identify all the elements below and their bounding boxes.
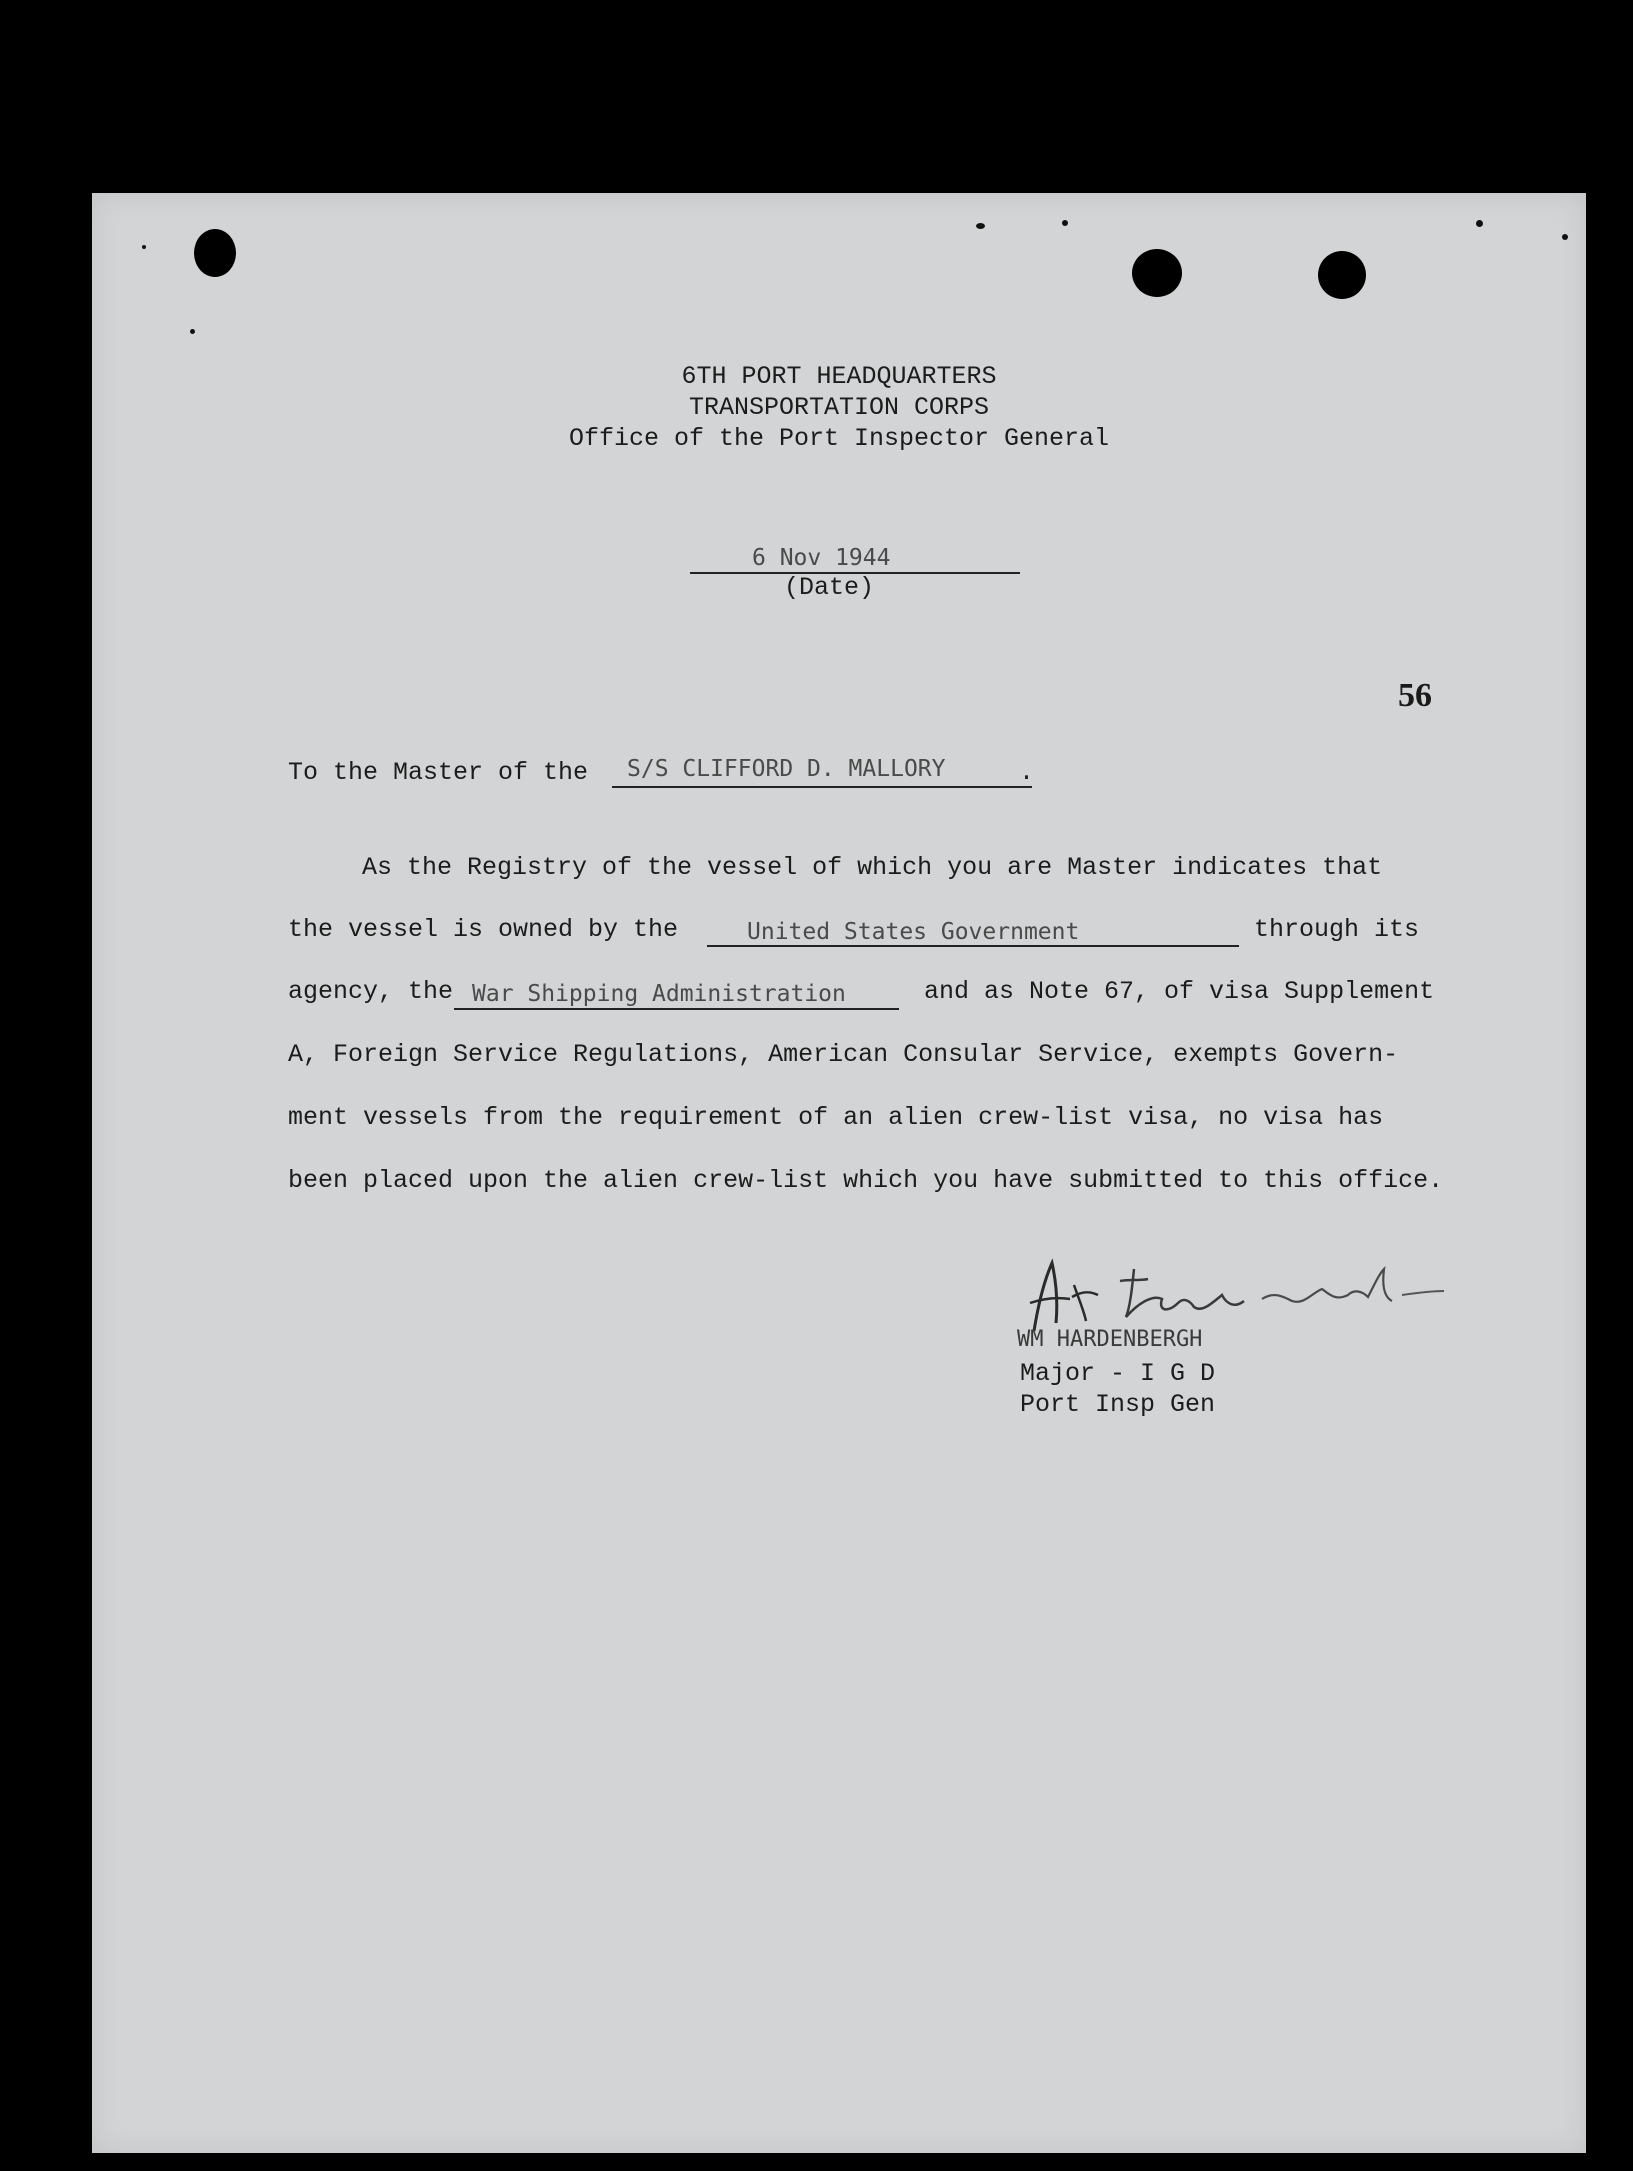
vessel-name: S/S CLIFFORD D. MALLORY	[627, 756, 946, 782]
letterhead-line-3: Office of the Port Inspector General	[568, 424, 1110, 453]
speck	[190, 329, 195, 334]
body-line-4: A, Foreign Service Regulations, American Consular Service, exempts Govern-	[288, 1040, 1399, 1069]
speck	[1062, 220, 1068, 226]
owner-name: United States Government	[747, 919, 1080, 945]
body-line-2-start: the vessel is owned by the	[288, 915, 679, 944]
date-caption: (Date)	[784, 573, 875, 602]
letterhead-line-1: 6TH PORT HEADQUARTERS	[681, 362, 997, 391]
body-line-3-start: agency, the	[288, 977, 454, 1006]
body-line-3-end: and as Note 67, of visa Supplement	[924, 977, 1435, 1006]
date-value: 6 Nov 1944	[752, 545, 891, 571]
addressee-suffix: .	[1019, 758, 1035, 787]
letterhead-line-2: TRANSPORTATION CORPS	[688, 393, 990, 422]
body-line-1: As the Registry of the vessel of which you are Master indicates that	[362, 853, 1383, 882]
agency-underline	[454, 1008, 899, 1010]
body-line-2-end: through its	[1254, 915, 1420, 944]
body-line-5: ment vessels from the requirement of an alien crew-list visa, no visa has	[288, 1103, 1384, 1132]
speck	[1562, 234, 1568, 240]
addressee-prefix: To the Master of the	[288, 758, 589, 787]
punch-hole-middle	[1132, 249, 1182, 297]
punch-hole-right	[1318, 251, 1366, 299]
speck	[1476, 220, 1483, 227]
owner-underline	[707, 945, 1239, 947]
vessel-underline	[612, 786, 1032, 788]
signatory-title: Port Insp Gen	[1020, 1390, 1216, 1419]
signatory-name: WM HARDENBERGH	[1017, 1327, 1203, 1352]
agency-name: War Shipping Administration	[472, 981, 846, 1007]
speck	[142, 245, 146, 249]
signatory-rank: Major - I G D	[1020, 1359, 1216, 1388]
document-page	[92, 193, 1586, 2153]
speck	[976, 223, 985, 229]
punch-hole-left	[194, 229, 236, 277]
page-number: 56	[1398, 677, 1432, 714]
body-line-6: been placed upon the alien crew-list which you have submitted to this office.	[288, 1166, 1444, 1195]
